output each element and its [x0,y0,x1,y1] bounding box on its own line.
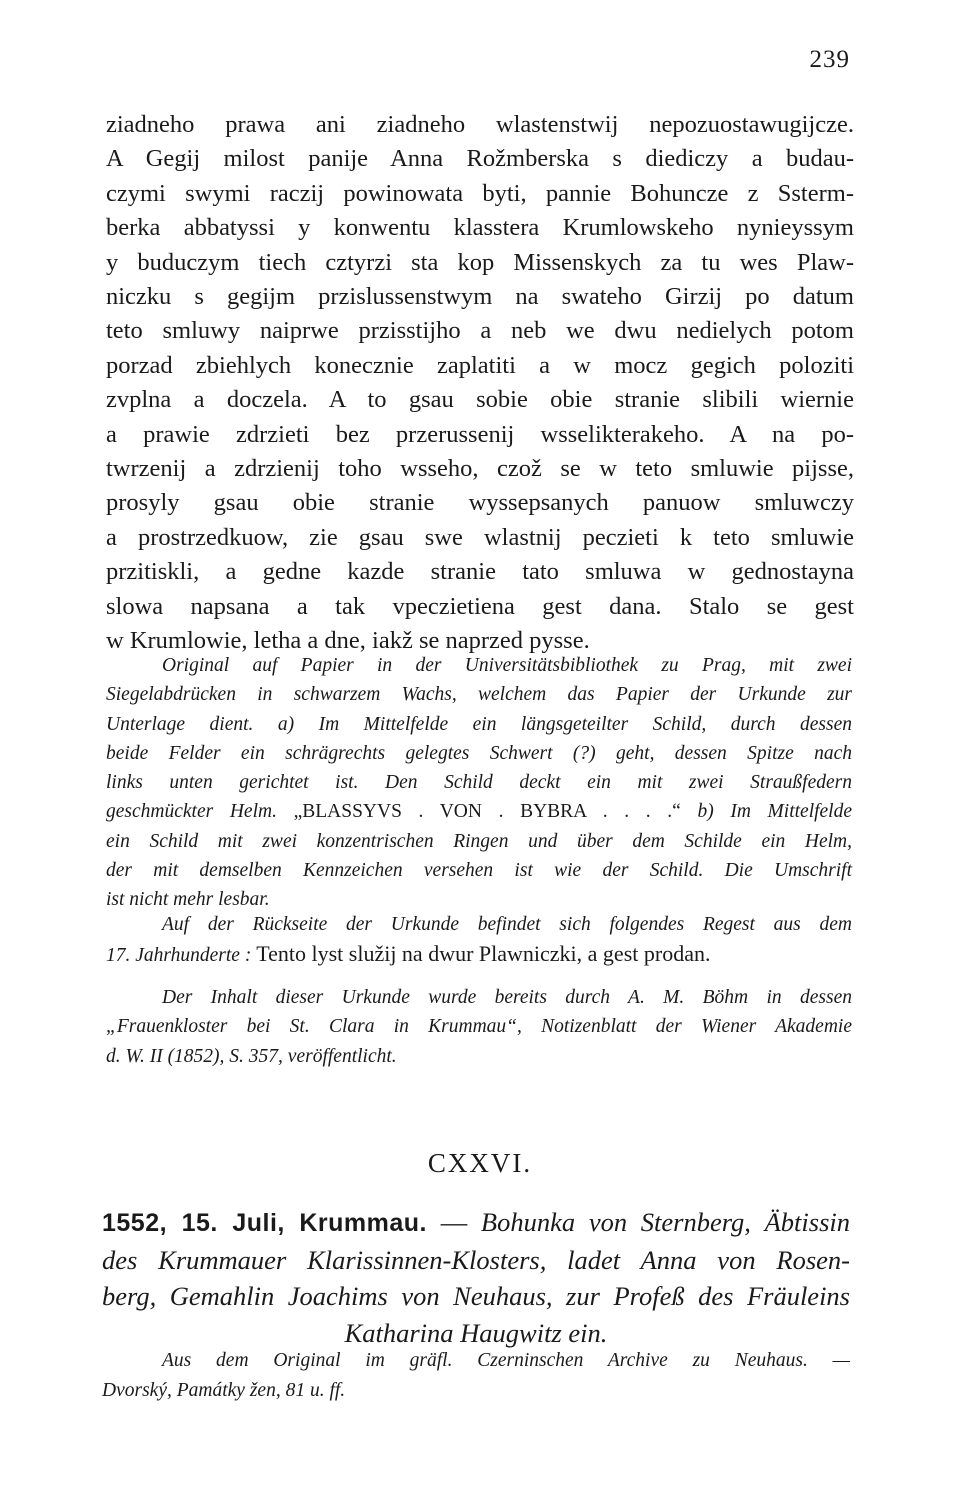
note-line: der mit demselben Kennzeichen versehen ist wie der Schild. Die Umschrift [106,860,852,882]
regest-line: berg, Gemahlin Joachims von Neuhaus, zur Profeß des Fräuleins [102,1281,850,1311]
text-line: przitiskli, a gedne kazde stranie tato smluwa w gednostayna [106,558,854,586]
note-line: ein Schild mit zwei konzentrischen Ringen und über dem Schilde ein Helm, [106,830,852,852]
note-line: Der Inhalt dieser Urkunde wurde bereits durch A. M. Böhm in dessen [162,987,852,1008]
note-text: geschmückter Helm. [106,801,277,823]
seal-legend: „BLASSYVS . VON . BYBRA . . . .“ [293,801,681,823]
regest-text: Bohunka von Sternberg, Äbtissin [480,1207,851,1237]
text-line: prosyly gsau obie stranie wyssepsanych panuow smluwczy [106,489,854,517]
text-line: w Krumlowie, letha a dne, iakž se naprzed pysse. [106,627,590,655]
source-note [102,1346,850,1406]
regest-line: Katharina Haugwitz ein. [344,1317,608,1348]
text-line: teto smluwy naiprwe przisstijho a neb we dwu nedielych potom [106,317,854,345]
note-line: Original auf Papier in der Universitätsbibliothek zu Prag, mit zwei [162,655,852,676]
regest-line: des Krummauer Klarissinnen-Klosters, ladet Anna von Rosen- [102,1244,850,1275]
regest-quote: Tento lyst služij na dwur Plawniczki, a gest prodan. [256,941,711,967]
note-line: d. W. II (1852), S. 357, veröffentlicht. [106,1045,397,1067]
note-line: Siegelabdrücken in schwarzem Wachs, welchem das Papier der Urkunde zur [106,684,852,706]
note-line: ist nicht mehr lesbar. [106,889,270,911]
reverse-side-note [106,910,852,971]
text-line: ziadneho prawa ani ziadneho wlastenstwij nepozuostawugijcze. [106,111,854,138]
note-line-regest [106,939,852,970]
note-line: Unterlage dient. a) Im Mittelfelde ein längsgeteilter Schild, durch dessen [106,713,852,735]
note-text: 17. Jahrhunderte : [106,945,252,967]
regest-heading [102,1204,850,1351]
note-line-with-seal-legend [106,797,852,826]
source-line: Aus dem Original im gräfl. Czerninschen Archive zu Neuhaus. — [162,1350,850,1371]
text-line: zvplna a doczela. A to gsau sobie obie stranie slibili wiernie [106,386,854,414]
date-place: 1552, 15. Juli, Krummau. [102,1209,428,1237]
edition-note [106,983,852,1071]
regest-first-line [102,1204,850,1242]
document-number: CXXVI. [427,1148,533,1178]
source-line: Dvorský, Památky žen, 81 u. ff. [102,1380,346,1401]
text-line: berka abbatyssi y konwentu klasstera Krumlowskeho nynieyssym [106,214,854,242]
text-line: slowa napsana a tak vpeczietiena gest dana. Stalo se gest [106,592,854,620]
note-line: „Frauenkloster bei St. Clara in Krummau“, Notizenblatt der Wiener Akademie [106,1016,852,1038]
text-line: porzad zbiehlych konecznie zaplatiti a w mocz gegich poloziti [106,351,854,379]
charter-text [106,108,854,659]
text-line: niczku s gegijm przislussenstwym na swateho Girzij po datum [106,283,854,311]
original-description-note [106,651,852,915]
text-line: a prawie zdrzieti bez przerussenij wsselikterakeho. A na po- [106,420,854,448]
page-number: 239 [809,46,850,73]
text-line: y buduczym tiech cztyrzi sta kop Missenskych za tu wes Plaw- [106,248,854,276]
note-line: links unten gerichtet ist. Den Schild deckt ein mit zwei Straußfedern [106,772,852,794]
text-line: A Gegij milost panije Anna Rožmberska s diediczy a budau- [106,145,854,173]
text-line: czymi swymi raczij powinowata byti, pannie Bohuncze z Ssterm- [106,179,854,207]
note-line: Auf der Rückseite der Urkunde befindet sich folgendes Regest aus dem [162,914,852,935]
text-line: a prostrzedkuow, zie gsau swe wlastnij peczieti k teto smluwie [106,523,854,551]
text-line: twrzenij a zdrzienij toho wsseho, czož se w teto smluwie pijsse, [106,455,854,483]
note-text: b) Im Mittelfelde [697,801,853,823]
dash: — [440,1207,468,1237]
note-line: beide Felder ein schrägrechts gelegtes Schwert (?) geht, dessen Spitze nach [106,742,852,764]
